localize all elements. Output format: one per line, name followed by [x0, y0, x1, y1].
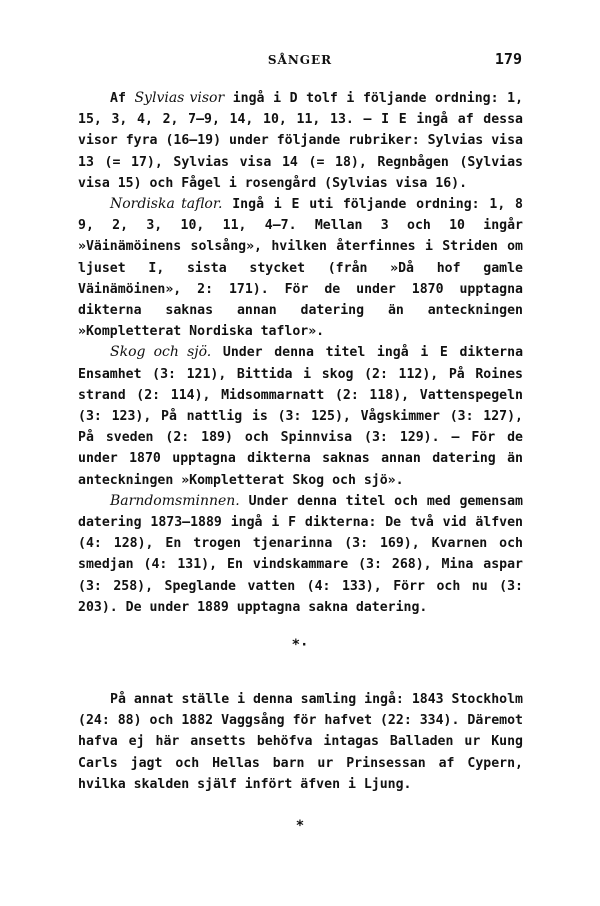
- section-separator: *·: [291, 637, 309, 653]
- paragraph-annat-stalle: På annat ställe i denna samling ingå: 1843 Stockholm (24: 88) och 1882 Vaggsång för hafvet (22: 334). Däremot hafva ej här ansetts behöfva intagas Balladen ur Kung Carls jagt och Hellas barn ur Prinsessan af Cypern, hvilka skalden själf infört äfven i Ljung.: [78, 692, 523, 792]
- second-section: [78, 689, 523, 795]
- paragraph-text: Under denna titel och med gemensam datering 1873—1889 ingå i F dikterna: De två vid älfven (4: 128), En trogen tjenarinna (3: 169), Kvarnen och smedjan (4: 131), En vindskammare (3: 268), Mina aspar (3: 258), Speglande vatten (4: 133), Förr och nu (3: 203). De under 1889 upptagna sakna datering.: [78, 493, 523, 615]
- paragraph-barndomsminnen: [78, 491, 523, 618]
- main-text: [78, 88, 523, 618]
- page-header: [78, 49, 522, 71]
- end-separator: *: [295, 818, 305, 834]
- paragraph-heading-italic: Sylvias visor: [134, 90, 225, 106]
- paragraph-nordiska-taflor: [78, 194, 523, 342]
- paragraph-heading-italic: Nordiska taflor.: [110, 196, 223, 213]
- paragraph-heading-italic: Skog och sjö.: [110, 344, 212, 361]
- running-title: SÅNGER: [267, 53, 333, 67]
- paragraph-text: Under denna titel ingå i E dikterna Ensamhet (3: 121), Bittida i skog (2: 112), På Roines strand (2: 114), Midsommarnatt (2: 118), Vattenspegeln (3: 123), På nattlig is (3: 125), Vågskimmer (3: 127), På sveden (2: 189) och Spinnvisa (3: 129). — För de under 1870 upptagna dikterna saknas annan datering än anteckningen »Kompletterat Skog och sjö».: [78, 345, 524, 488]
- paragraph-text: Ingå i E uti följande ordning: 1, 8 9, 2, 3, 10, 11, 4—7. Mellan 3 och 10 ingår »Väinämöinens solsång», hvilken återfinnes i Striden om ljuset I, sista stycket (från »Då hof gamle Väinämöinen», 2: 171). För de under 1870 upptagna dikterna saknas annan datering än anteckningen »Kompletterat Nordiska taflor».: [78, 197, 524, 340]
- paragraph-sylvias-visor: [78, 88, 523, 194]
- paragraph-heading-italic: Barndomsminnen.: [110, 492, 240, 509]
- page-number: 179: [494, 50, 522, 68]
- paragraph-skog-och-sjo: [78, 342, 523, 490]
- paragraph-text: ingå i D tolf i följande ordning: 1, 15, 3, 4, 2, 7—9, 14, 10, 11, 13. — I E ingå af dessa visor fyra (16—19) under följande rubriker: Sylvias visa 13 (= 17), Sylvias visa 14 (= 18), Regnbågen (Sylvias visa 15) och Fågel i rosengård (Sylvias visa 16).: [78, 91, 524, 191]
- paragraph-lead: Af: [110, 91, 135, 106]
